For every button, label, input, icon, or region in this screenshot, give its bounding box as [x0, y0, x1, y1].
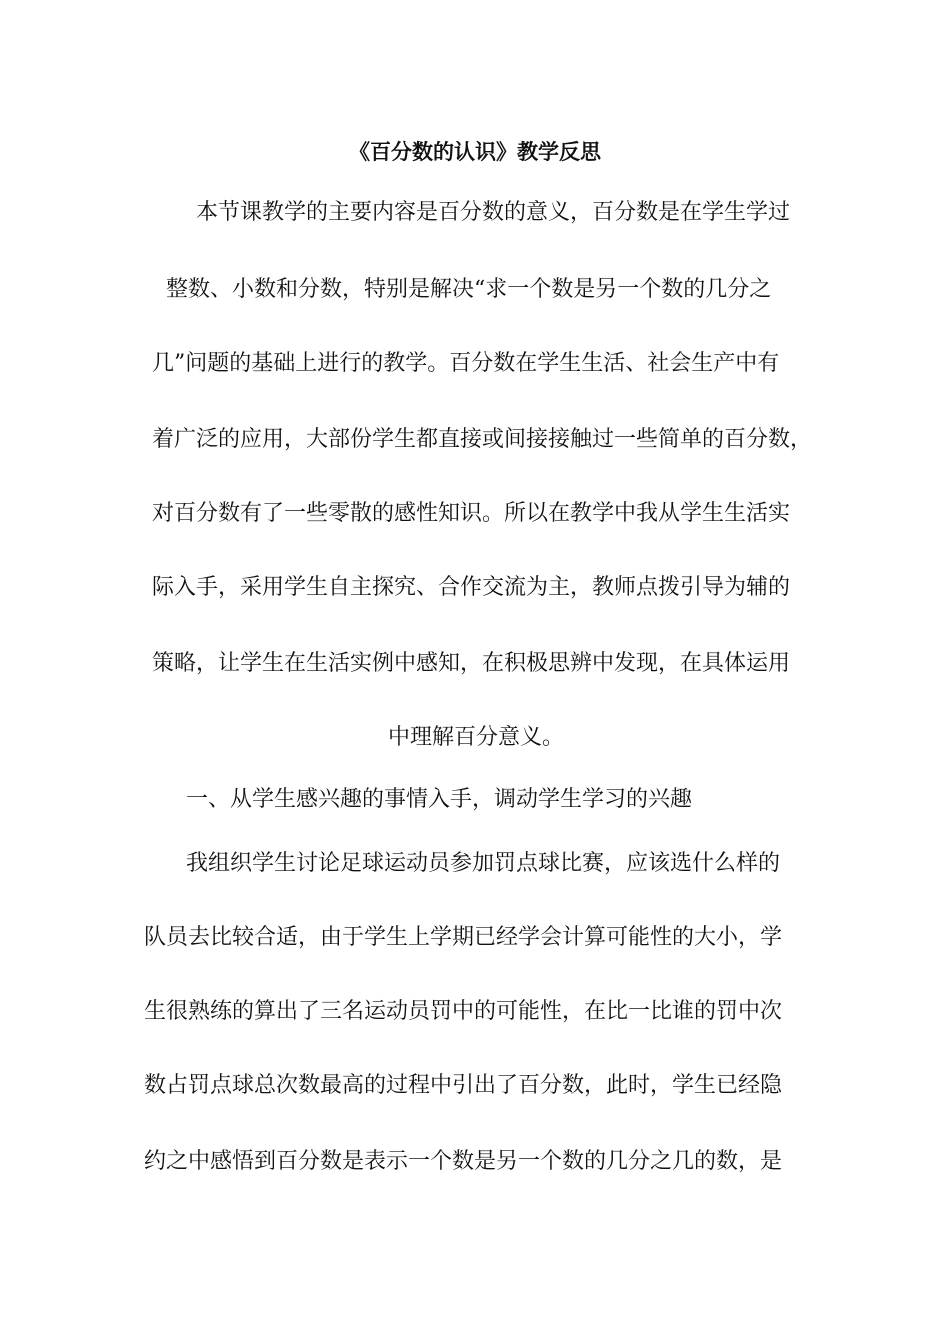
paragraph-line: 中理解百分意义。 — [388, 725, 565, 750]
document-title: 《百分数的认识》教学反思 — [349, 139, 601, 164]
paragraph-line: 生很熟练的算出了三名运动员罚中的可能性，在比一比谁的罚中次 — [144, 999, 783, 1024]
paragraph-line: 队员去比较合适，由于学生上学期已经学会计算可能性的大小，学 — [144, 925, 783, 950]
paragraph-line: 整数、小数和分数，特别是解决“求一个数是另一个数的几分之 — [166, 277, 772, 302]
paragraph-line: 际入手，采用学生自主探究、合作交流为主，教师点拨引导为辅的 — [152, 575, 791, 600]
paragraph-line: 着广泛的应用，大部份学生都直接或间接接触过一些简单的百分数， — [152, 427, 813, 452]
paragraph-line: 几”问题的基础上进行的教学。百分数在学生生活、社会生产中有 — [152, 351, 780, 376]
paragraph-line: 我组织学生讨论足球运动员参加罚点球比赛，应该选什么样的 — [186, 851, 781, 876]
paragraph-line: 策略，让学生在生活实例中感知，在积极思辨中发现，在具体运用 — [152, 651, 791, 676]
paragraph-line: 数占罚点球总次数最高的过程中引出了百分数，此时，学生已经隐 — [144, 1073, 783, 1098]
paragraph-line: 约之中感悟到百分数是表示一个数是另一个数的几分之几的数，是 — [144, 1149, 783, 1174]
paragraph-line: 本节课教学的主要内容是百分数的意义，百分数是在学生学过 — [196, 200, 791, 225]
paragraph-line: 对百分数有了一些零散的感性知识。所以在教学中我从学生生活实 — [152, 501, 791, 526]
section-heading: 一、从学生感兴趣的事情入手，调动学生学习的兴趣 — [186, 787, 693, 812]
